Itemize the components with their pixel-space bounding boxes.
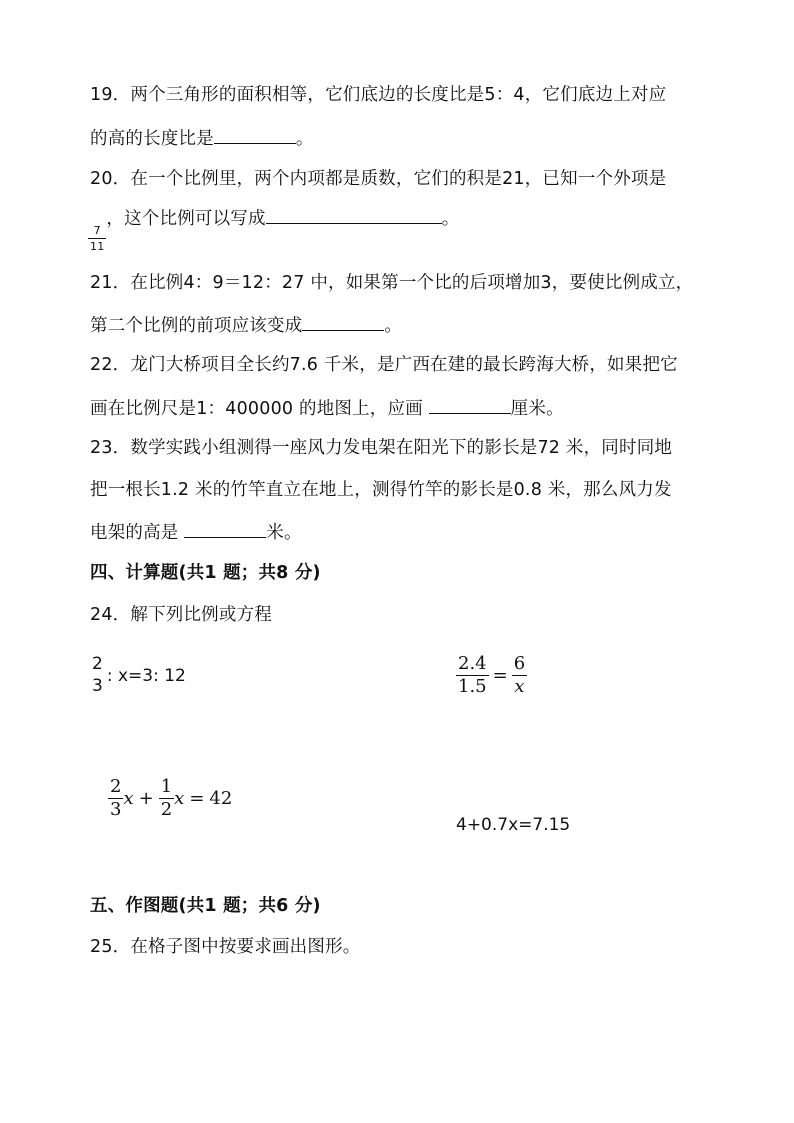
q25-stem: 25．在格子图中按要求画出图形。 [90,937,361,957]
q19-line2 [90,126,314,150]
q19-answer-blank[interactable] [214,126,296,144]
q22-answer-blank[interactable] [429,396,511,414]
q24-eq2-left-fraction [456,655,489,696]
q24-eq2-left-num: 2.4 [458,653,487,674]
q20-fraction [88,225,106,252]
q24-eq1-frac-den: 3 [92,676,103,696]
q23-line2: 把一根长1.2 米的竹竿直立在地上，测得竹竿的影长是0.8 米，那么风力发 [90,480,672,500]
q24-eq3-f2-num: 1 [160,776,173,797]
q20-text: ，这个比例可以写成 [106,209,266,229]
q20-frac-num: 7 [93,224,101,237]
q24-eq2-equals: = [492,665,508,686]
q19-suffix: 。 [295,129,314,149]
q24-eq4: 4+0.7x=7.15 [456,815,571,835]
q24-eq3-rhs: 42 [209,788,233,809]
q24-eq3 [108,778,232,819]
q24-eq2-right-den: x [514,676,525,697]
q19-text: 的高的长度比是 [90,129,214,149]
q20-line2 [88,206,459,252]
q24-eq2 [456,655,527,696]
q19-line1: 19．两个三角形的面积相等，它们底边的长度比是5：4，它们底边上对应 [90,85,667,105]
q24-eq1 [90,656,186,695]
q24-eq3-plus: + [138,788,154,809]
q23-suffix: 米。 [266,523,302,543]
q21-line2 [90,313,402,337]
q24-eq1-frac-num: 2 [92,654,103,674]
q21-text: 第二个比例的前项应该变成 [90,316,303,336]
q21-line1: 21．在比例4：9＝12：27 中，如果第一个比的后项增加3，要使比例成立， [90,273,694,293]
q24-eq2-left-den: 1.5 [458,676,487,697]
q20-line1: 20．在一个比例里，两个内项都是质数，它们的积是21，已知一个外项是 [90,169,667,189]
q23-line3 [90,520,302,544]
q22-line2 [90,396,564,420]
q23-line1: 23．数学实践小组测得一座风力发电架在阳光下的影长是72 米，同时同地 [90,438,673,458]
q24-eq3-frac1 [108,778,123,819]
q24-eq3-f1-num: 2 [110,776,122,797]
q21-suffix: 。 [384,316,403,336]
q20-suffix: 。 [441,209,460,229]
q24-eq3-equals: = [189,788,205,809]
q23-answer-blank[interactable] [184,520,266,538]
q22-line1: 22．龙门大桥项目全长约7.6 千米，是广西在建的最长跨海大桥，如果把它 [90,355,678,375]
q20-frac-den: 11 [90,240,105,253]
q24-eq1-rest: : x=3: 12 [106,665,186,686]
q24-eq3-f1-den: 3 [110,799,122,820]
q24-eq1-fraction [90,656,105,695]
q24-eq3-x1: x [123,788,134,809]
q24-eq3-f2-den: 2 [160,799,173,820]
section5-title: 五、作图题(共1 题；共6 分) [90,896,321,916]
section4-title: 四、计算题(共1 题；共8 分) [90,563,321,583]
q24-eq2-right-num: 6 [513,653,526,674]
q24-eq3-x2: x [174,788,185,809]
q24-stem: 24．解下列比例或方程 [90,605,272,625]
q24-eq2-right-fraction [512,655,527,696]
q23-text: 电架的高是 [90,523,179,543]
q21-answer-blank[interactable] [302,313,384,331]
q22-suffix: 厘米。 [510,399,564,419]
q22-text: 画在比例尺是1：400000 的地图上，应画 [90,399,423,419]
q24-eq3-frac2 [159,778,174,819]
q20-answer-blank[interactable] [266,206,442,224]
